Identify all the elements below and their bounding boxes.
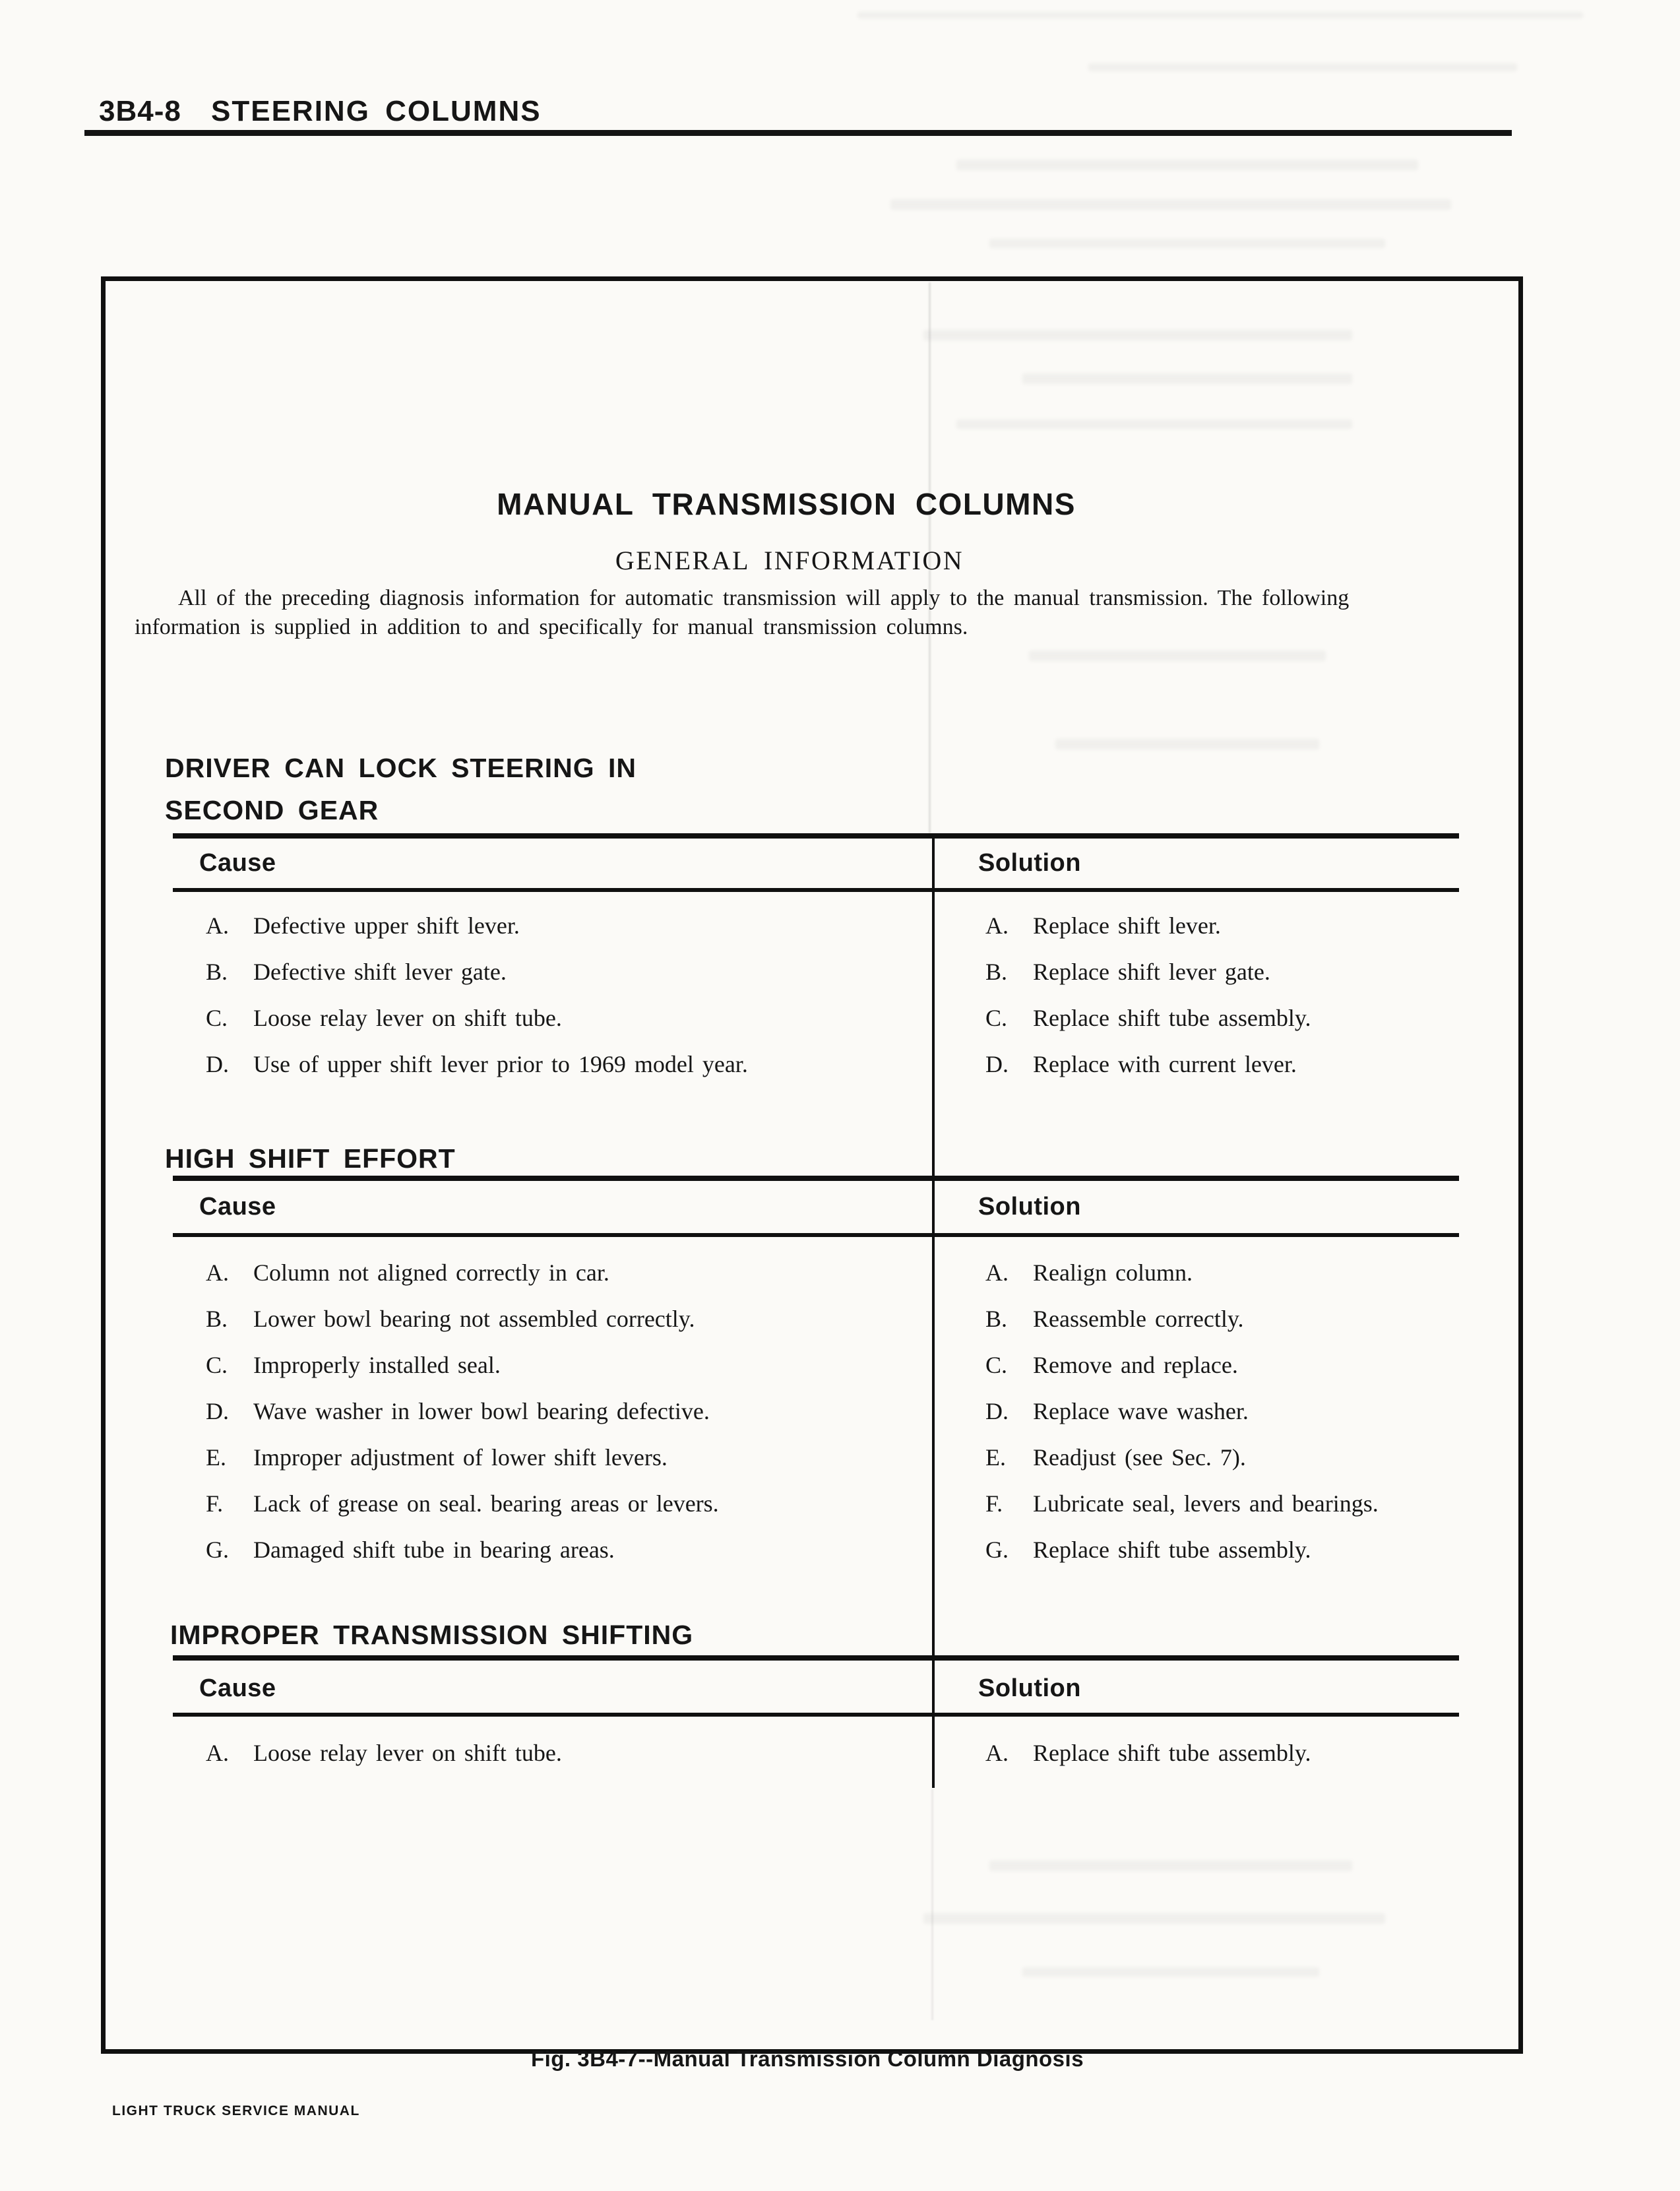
solution-text: Replace shift tube assembly.	[1033, 1740, 1311, 1766]
cause-letter: B.	[206, 959, 228, 985]
table-row	[0, 1050, 1680, 1083]
cause-text: Lack of grease on seal. bearing areas or levers.	[253, 1490, 719, 1517]
table-row	[0, 1490, 1680, 1523]
cause-text: Loose relay lever on shift tube.	[253, 1740, 562, 1766]
manual-footer-label: LIGHT TRUCK SERVICE MANUAL	[112, 2103, 360, 2118]
cause-text: Defective upper shift lever.	[253, 912, 520, 939]
cause-column-header: Cause	[199, 849, 276, 877]
header-rule	[84, 130, 1512, 136]
table-row	[0, 912, 1680, 945]
table-row	[0, 1739, 1680, 1772]
solution-letter: D.	[985, 1398, 1009, 1424]
solution-letter: A.	[985, 912, 1009, 939]
solution-text: Remove and replace.	[1033, 1352, 1238, 1378]
table-row	[0, 1444, 1680, 1477]
solution-letter: F.	[985, 1490, 1003, 1517]
cause-text: Improperly installed seal.	[253, 1352, 501, 1378]
scan-artifact	[890, 199, 1451, 210]
solution-letter: B.	[985, 959, 1008, 985]
cause-text: Lower bowl bearing not assembled correctly.	[253, 1306, 695, 1332]
cause-letter: G.	[206, 1537, 229, 1563]
solution-text: Lubricate seal, levers and bearings.	[1033, 1490, 1379, 1517]
cause-letter: A.	[206, 1740, 229, 1766]
scan-artifact	[989, 239, 1385, 248]
scan-artifact	[857, 12, 1583, 18]
cause-column-header: Cause	[199, 1674, 276, 1702]
intro-paragraph-line-2: information is supplied in addition to and specifically for manual transmission columns.	[135, 615, 968, 639]
cause-letter: F.	[206, 1490, 224, 1517]
scan-artifact	[1088, 63, 1517, 71]
section-heading-line: HIGH SHIFT EFFORT	[165, 1143, 456, 1174]
solution-text: Readjust (see Sec. 7).	[1033, 1444, 1246, 1471]
table-header-rule	[173, 1233, 1459, 1237]
table-column-divider	[932, 833, 935, 1788]
solution-text: Replace shift tube assembly.	[1033, 1005, 1311, 1031]
solution-letter: D.	[985, 1051, 1009, 1077]
cause-text: Wave washer in lower bowl bearing defective.	[253, 1398, 710, 1424]
cause-letter: B.	[206, 1306, 228, 1332]
figure-subtitle: GENERAL INFORMATION	[615, 546, 964, 575]
cause-letter: D.	[206, 1398, 229, 1424]
cause-text: Loose relay lever on shift tube.	[253, 1005, 562, 1031]
solution-letter: E.	[985, 1444, 1006, 1471]
figure-caption: Fig. 3B4-7--Manual Transmission Column Diagnosis	[530, 2047, 1084, 2071]
solution-letter: C.	[985, 1352, 1008, 1378]
cause-text: Column not aligned correctly in car.	[253, 1259, 609, 1286]
cause-column-header: Cause	[199, 1193, 276, 1221]
section-heading-line: IMPROPER TRANSMISSION SHIFTING	[170, 1620, 694, 1650]
solution-text: Realign column.	[1033, 1259, 1193, 1286]
section-heading-improper-shifting	[170, 1614, 693, 1656]
cause-letter: A.	[206, 1259, 229, 1286]
table-row	[0, 1259, 1680, 1292]
solution-column-header: Solution	[978, 849, 1081, 877]
solution-column-header: Solution	[978, 1193, 1081, 1221]
cause-text: Use of upper shift lever prior to 1969 model year.	[253, 1051, 748, 1077]
table-header-rule	[173, 888, 1459, 892]
cause-letter: D.	[206, 1051, 229, 1077]
section-heading-line: DRIVER CAN LOCK STEERING IN	[165, 753, 637, 783]
cause-letter: A.	[206, 912, 229, 939]
solution-text: Reassemble correctly.	[1033, 1306, 1244, 1332]
solution-letter: B.	[985, 1306, 1008, 1332]
table-header-rule	[173, 1713, 1459, 1717]
solution-text: Replace wave washer.	[1033, 1398, 1249, 1424]
table-row	[0, 1536, 1680, 1569]
solution-letter: G.	[985, 1537, 1009, 1563]
solution-text: Replace with current lever.	[1033, 1051, 1297, 1077]
solution-column-header: Solution	[978, 1674, 1081, 1702]
cause-letter: C.	[206, 1005, 228, 1031]
table-row	[0, 1351, 1680, 1384]
section-heading-line: SECOND GEAR	[165, 795, 379, 825]
section-heading-driver-can-lock	[165, 747, 637, 831]
section-heading-high-shift-effort	[165, 1137, 456, 1180]
figure-title: MANUAL TRANSMISSION COLUMNS	[497, 487, 1076, 521]
table-row	[0, 958, 1680, 991]
scan-artifact	[956, 160, 1418, 170]
table-row	[0, 1004, 1680, 1037]
intro-paragraph-line-1: All of the preceding diagnosis information for automatic transmission will apply to the manual transmission. The following	[178, 586, 1350, 610]
cause-text: Improper adjustment of lower shift levers.	[253, 1444, 668, 1471]
cause-letter: E.	[206, 1444, 226, 1471]
page-section-number: 3B4-8	[99, 95, 181, 127]
solution-text: Replace shift tube assembly.	[1033, 1537, 1311, 1563]
cause-letter: C.	[206, 1352, 228, 1378]
table-top-rule	[173, 833, 1459, 839]
solution-text: Replace shift lever.	[1033, 912, 1221, 939]
table-top-rule	[173, 1655, 1459, 1661]
cause-text: Damaged shift tube in bearing areas.	[253, 1537, 615, 1563]
page-title: STEERING COLUMNS	[211, 95, 542, 127]
solution-letter: C.	[985, 1005, 1008, 1031]
solution-text: Replace shift lever gate.	[1033, 959, 1270, 985]
table-row	[0, 1397, 1680, 1430]
table-top-rule	[173, 1176, 1459, 1181]
table-row	[0, 1305, 1680, 1338]
solution-letter: A.	[985, 1740, 1009, 1766]
cause-text: Defective shift lever gate.	[253, 959, 507, 985]
solution-letter: A.	[985, 1259, 1009, 1286]
